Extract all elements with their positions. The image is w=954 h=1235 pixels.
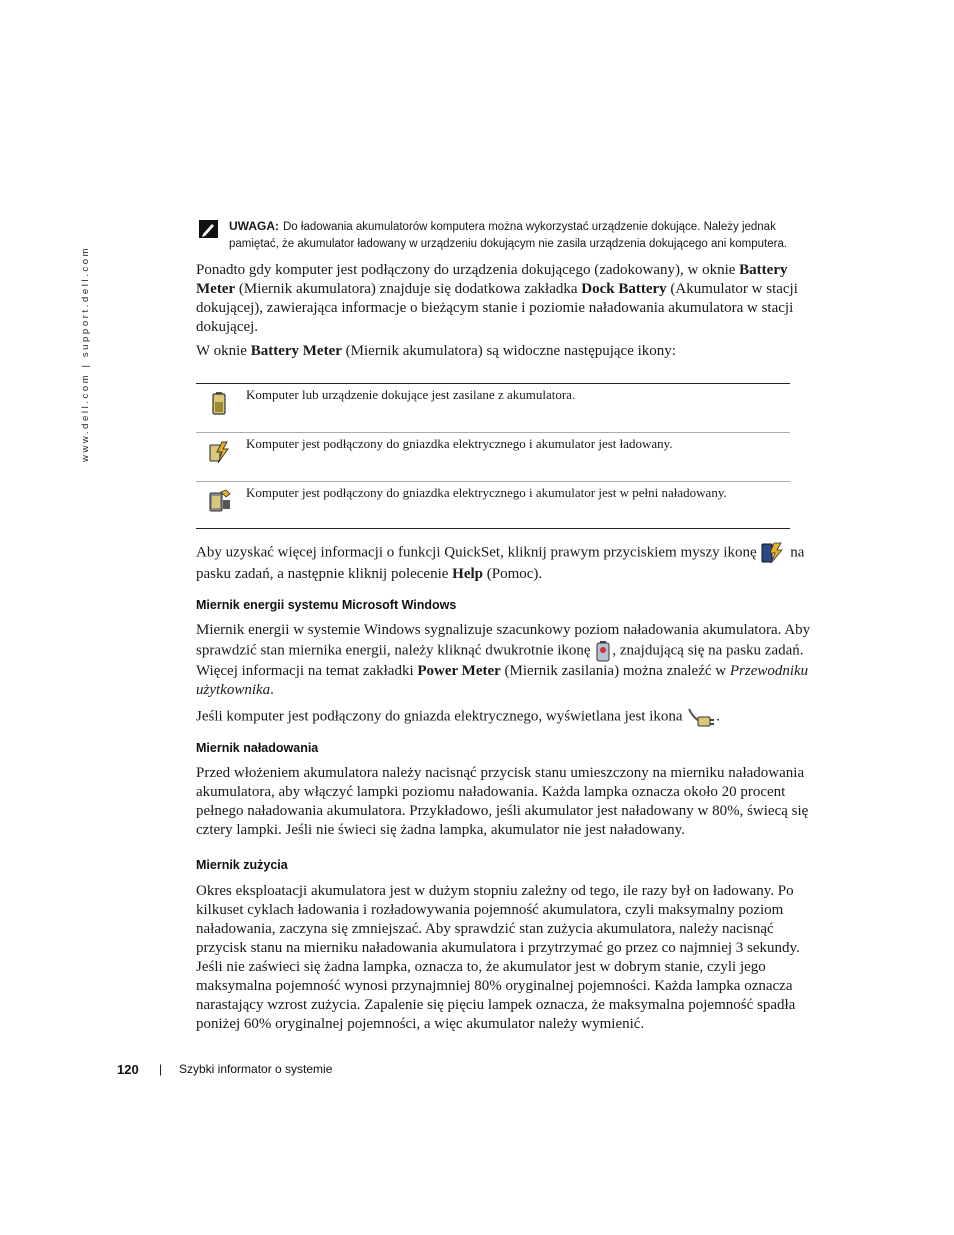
icons-intro-paragraph: W oknie Battery Meter (Miernik akumulatora) są widoczne następujące ikony:: [196, 343, 676, 359]
battery-icon: [206, 390, 232, 416]
dock-battery-term: Dock Battery: [581, 281, 667, 297]
note-block: [199, 218, 809, 253]
intro-paragraph: Ponadto gdy komputer jest podłączony do urządzenia dokującego (zadokowany), w oknie Battery Meter (Miernik akumulatora) znajduje się dodatkowa zakładka Dock Battery (Akumulator w stacji dokującej), zawierająca informacje o bieżącym stanie i poziomie naładowania akumulatora w stacji dokującej.: [196, 262, 798, 335]
battery-meter-term: Battery Meter: [196, 262, 788, 297]
heading-wear-meter: Miernik zużycia: [196, 858, 288, 872]
quickset-paragraph: Aby uzyskać więcej informacji o funkcji QuickSet, kliknij prawym przyciskiem myszy ikonę na pasku zadań, a następnie kliknij polecenie Help (Pomoc).: [196, 541, 814, 584]
footer-separator: |: [159, 1062, 163, 1076]
power-meter-icon[interactable]: [594, 640, 612, 662]
note-icon: [199, 220, 218, 238]
wear-meter-paragraph: Okres eksploatacji akumulatora jest w dużym stopniu zależny od tego, ile razy był on ładowany. Po kilkuset cyklach ładowania i rozładowywania pojemność akumulatora, czyli maksymalny poziom naładowania, zaczyna się zmniejszać. Aby sprawdzić stan zużycia akumulatora, należy nacisnąć przycisk stanu na mierniku naładowania akumulatora i przytrzymać go przez co najmniej 3 sekundy. Jeśli nie zaświeci się żadna lampka, oznacza to, że akumulator jest w dobrym stanie, czyli jego maksymalna pojemność wynosi przynajmniej 80% oryginalnej pojemności. Każda lampka oznacza narastający wzrost zużycia. Zapalenie się pięciu lampek oznacza, że maksymalna pojemność spadła poniżej 60% oryginalnej pojemności, a więc akumulator należy wymienić.: [196, 883, 800, 1032]
note-label: UWAGA:: [229, 219, 279, 233]
note-line1: Do ładowania akumulatorów komputera można wykorzystać urządzenie dokujące. Należy jednak: [283, 221, 776, 233]
battery-charged-icon: [206, 488, 232, 514]
table-row-text: Komputer lub urządzenie dokujące jest zasilane z akumulatora.: [246, 387, 576, 402]
quickset-icon[interactable]: [760, 541, 786, 565]
icons-table: [196, 383, 790, 529]
side-url: www.dell.com | support.dell.com: [80, 245, 91, 462]
help-term: Help: [452, 566, 484, 582]
page-number: 120: [117, 1062, 139, 1077]
table-row: [196, 433, 790, 482]
charge-meter-paragraph: Przed włożeniem akumulatora należy nacisnąć przycisk stanu umieszczony na mierniku naładowania akumulatora, aby włączyć lampki poziomu naładowania. Każda lampka oznacza około 20 procent pełnego naładowania akumulatora. Przykładowo, jeśli akumulator jest naładowany w 80%, świecą się cztery lampki. Jeśli nie świeci się żadna lampka, akumulator nie jest naładowany.: [196, 765, 809, 838]
windows-meter-paragraph: Miernik energii w systemie Windows sygnalizuje szacunkowy poziom naładowania akumulatora. Aby sprawdzić stan miernika energii, należy kliknąć dwukrotnie ikonę , znajdującą się na pasku zadań. Więcej informacji na temat zakładki Power Meter (Miernik zasilania) można znaleźć w Przewodniku użytkownika.: [196, 622, 811, 698]
page-footer: [117, 1062, 333, 1077]
power-meter-term: Power Meter: [417, 663, 501, 679]
table-row-text: Komputer jest podłączony do gniazdka elektrycznego i akumulator jest w pełni naładowany.: [246, 485, 727, 500]
note-line2: pamiętać, że akumulator ładowany w urządzeniu dokującym nie zasila urządzenia dokującego ani komputera.: [229, 238, 788, 250]
power-plug-icon: [686, 703, 716, 731]
plugged-paragraph: Jeśli komputer jest podłączony do gniazda elektrycznego, wyświetlana jest ikona .: [196, 703, 814, 731]
heading-charge-meter: Miernik naładowania: [196, 741, 319, 755]
footer-title: Szybki informator o systemie: [179, 1062, 333, 1076]
heading-windows-meter: Miernik energii systemu Microsoft Windows: [196, 598, 457, 612]
table-row: [196, 384, 790, 433]
battery-charging-icon: [206, 439, 232, 465]
table-row-text: Komputer jest podłączony do gniazdka elektrycznego i akumulator jest ładowany.: [246, 436, 673, 451]
table-row: [196, 482, 790, 529]
user-guide-title: Przewodniku użytkownika: [196, 663, 809, 698]
